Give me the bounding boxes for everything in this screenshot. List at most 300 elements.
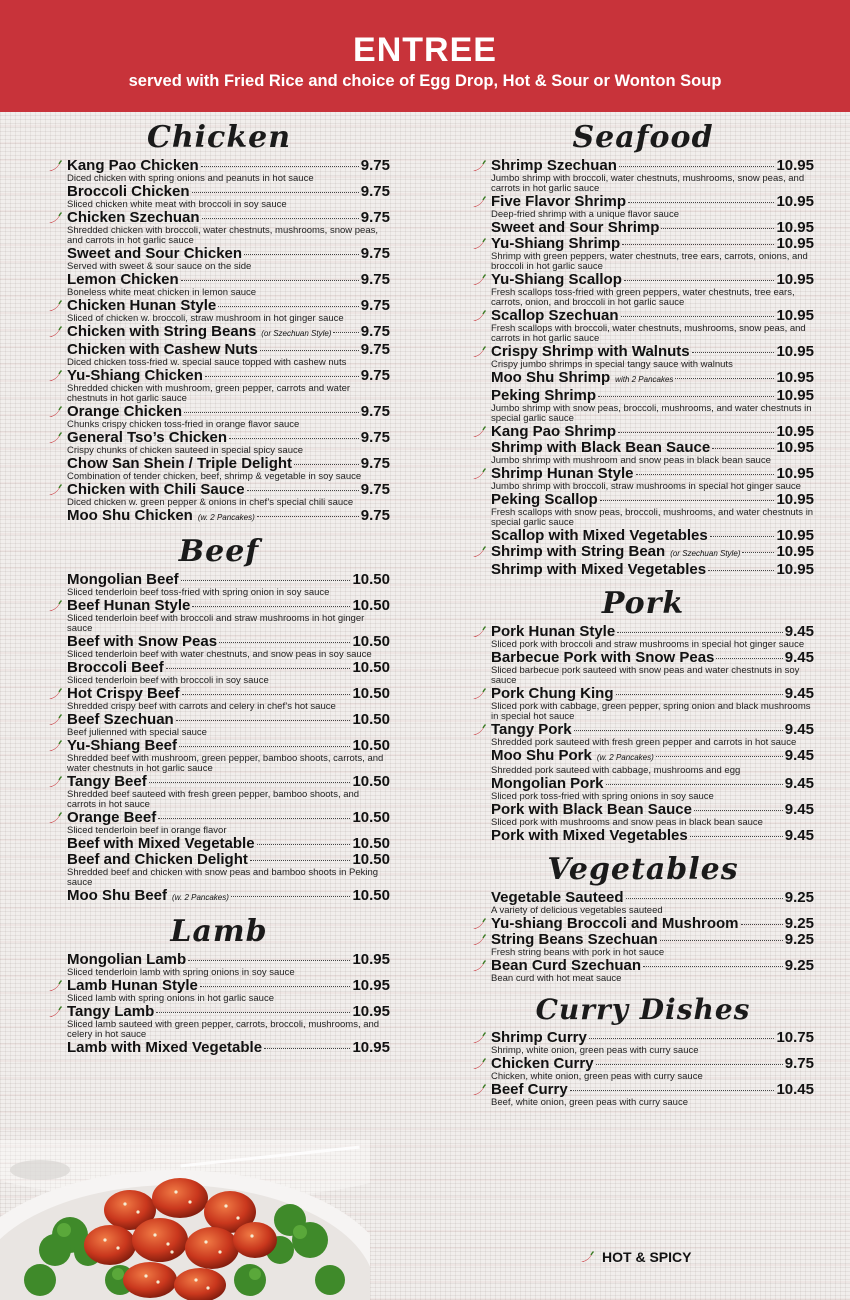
dot-leader bbox=[708, 570, 774, 571]
menu-item bbox=[472, 388, 814, 424]
menu-item-line bbox=[491, 1030, 814, 1046]
dot-leader bbox=[596, 1064, 783, 1065]
menu-item-line bbox=[67, 598, 390, 614]
menu-item-price: 9.75 bbox=[360, 209, 390, 226]
menu-item-name: Peking Shrimp bbox=[491, 387, 597, 404]
dot-leader bbox=[600, 500, 775, 501]
menu-item-line bbox=[491, 624, 814, 640]
menu-item-line bbox=[67, 774, 390, 790]
dot-leader bbox=[200, 986, 351, 987]
menu-item-name: Shrimp Curry bbox=[491, 1029, 587, 1046]
menu-item bbox=[48, 368, 390, 404]
menu-item bbox=[48, 210, 390, 246]
hot-pepper-icon bbox=[48, 212, 62, 224]
dot-leader bbox=[624, 280, 775, 281]
menu-item bbox=[472, 1030, 814, 1056]
menu-item-line bbox=[491, 686, 814, 702]
dot-leader bbox=[229, 438, 359, 439]
menu-item-price: 10.50 bbox=[352, 685, 390, 702]
menu-item-description: Sliced barbecue pork sauteed with snow peas and water chestnuts in soy sauce bbox=[491, 665, 800, 686]
menu-item-name: Shrimp with Black Bean Sauce bbox=[491, 439, 711, 456]
menu-item bbox=[472, 686, 814, 722]
menu-item bbox=[48, 836, 390, 852]
left-column bbox=[48, 118, 390, 1056]
menu-item-note: (w. 2 Pancakes) bbox=[596, 753, 654, 762]
menu-item bbox=[472, 544, 814, 562]
menu-item-name: String Beans Szechuan bbox=[491, 931, 658, 948]
menu-item bbox=[472, 828, 814, 844]
menu-item-line bbox=[491, 890, 814, 906]
menu-item-price: 9.45 bbox=[784, 721, 814, 738]
menu-item-name: Mongolian Beef bbox=[67, 571, 179, 588]
menu-item bbox=[472, 344, 814, 370]
menu-item-price: 9.45 bbox=[784, 649, 814, 666]
menu-item-name: Moo Shu Chicken bbox=[67, 507, 193, 524]
menu-item-name: Mongolian Lamb bbox=[67, 951, 187, 968]
menu-item-line bbox=[67, 430, 390, 446]
hot-pepper-icon bbox=[48, 812, 62, 824]
dot-leader bbox=[250, 860, 351, 861]
menu-item-price: 10.75 bbox=[776, 1029, 814, 1046]
menu-item-description: Sliced tenderloin beef with broccoli and straw mushrooms in hot ginger sauce bbox=[67, 613, 365, 634]
menu-item-price: 10.95 bbox=[776, 157, 814, 174]
dot-leader bbox=[617, 632, 783, 633]
menu-item-name: Yu-Shiang Chicken bbox=[67, 367, 203, 384]
dot-leader bbox=[219, 642, 350, 643]
dot-leader bbox=[628, 202, 774, 203]
section-title-vegetables: Vegetables bbox=[547, 852, 739, 887]
menu-item-price: 9.25 bbox=[784, 957, 814, 974]
menu-item-name: Chicken with Chili Sauce bbox=[67, 481, 245, 498]
menu-item-name: Beef Szechuan bbox=[67, 711, 174, 728]
menu-item-description: Boneless white meat chicken in lemon sauce bbox=[67, 287, 257, 298]
menu-item-line bbox=[491, 388, 814, 404]
menu-item-description: Sliced tenderloin beef toss-fried with spring onion in soy sauce bbox=[67, 587, 330, 598]
menu-item-description: Deep-fried shrimp with a unique flavor sauce bbox=[491, 209, 679, 220]
section-title-seafood: Seafood bbox=[572, 120, 714, 155]
menu-item-description: Sliced chicken white meat with broccoli in soy sauce bbox=[67, 199, 287, 210]
dot-leader bbox=[158, 818, 350, 819]
dot-leader bbox=[149, 782, 351, 783]
menu-item bbox=[472, 236, 814, 272]
menu-item-name: Shrimp with Mixed Vegetables bbox=[491, 561, 707, 578]
menu-item-name: Tangy Lamb bbox=[67, 1003, 155, 1020]
section-curry bbox=[472, 990, 814, 1108]
dot-leader bbox=[616, 694, 783, 695]
menu-item-line bbox=[491, 1082, 814, 1098]
menu-item-description: Sliced tenderloin lamb with spring onions in soy sauce bbox=[67, 967, 295, 978]
menu-item-description: Fresh scallops toss-fried with green peppers, water chestnuts, tree ears, carrots, onion, and broccoli in hot garlic sauce bbox=[491, 287, 795, 308]
menu-item-description: Sliced lamb sauteed with green pepper, carrots, broccoli, mushrooms, and celery in hot sauce bbox=[67, 1019, 380, 1040]
menu-item-line bbox=[491, 440, 814, 456]
menu-item-name: Broccoli Beef bbox=[67, 659, 164, 676]
hot-pepper-icon bbox=[48, 484, 62, 496]
menu-item-price: 9.75 bbox=[360, 341, 390, 358]
menu-item-price: 10.50 bbox=[352, 633, 390, 650]
menu-item-line bbox=[491, 308, 814, 324]
dot-leader bbox=[244, 254, 359, 255]
dot-leader bbox=[182, 694, 351, 695]
menu-item bbox=[472, 466, 814, 492]
menu-item-line bbox=[67, 686, 390, 702]
section-seafood bbox=[472, 118, 814, 578]
menu-item-price: 9.75 bbox=[360, 403, 390, 420]
menu-item-description: Chicken, white onion, green peas with curry sauce bbox=[491, 1071, 703, 1082]
dot-leader bbox=[606, 784, 783, 785]
menu-item bbox=[472, 562, 814, 578]
section-title-curry: Curry Dishes bbox=[535, 993, 751, 1026]
dot-leader bbox=[598, 396, 774, 397]
menu-item-description: Jumbo shrimp with snow peas, broccoli, mushrooms, and water chestnuts in special garlic sauce bbox=[491, 403, 812, 424]
menu-item bbox=[472, 890, 814, 916]
menu-item-price: 10.95 bbox=[776, 561, 814, 578]
menu-item-name: Scallop with Mixed Vegetables bbox=[491, 527, 708, 544]
menu-item-note: (w. 2 Pancakes) bbox=[197, 513, 255, 522]
menu-item-description: Crispy chunks of chicken sauteed in special spicy sauce bbox=[67, 445, 304, 456]
section-beef bbox=[48, 532, 390, 906]
menu-item-price: 9.75 bbox=[360, 183, 390, 200]
menu-item-description: Shredded chicken with mushroom, green pepper, carrots and water chestnuts in hot garlic sauce bbox=[67, 383, 351, 404]
menu-item bbox=[48, 342, 390, 368]
menu-item-name: Beef Hunan Style bbox=[67, 597, 191, 614]
dot-leader bbox=[192, 606, 350, 607]
menu-item-price: 10.95 bbox=[776, 307, 814, 324]
menu-item bbox=[472, 1082, 814, 1108]
dot-leader bbox=[660, 940, 783, 941]
menu-item-name: Kang Pao Shrimp bbox=[491, 423, 617, 440]
menu-item-name: Moo Shu Beef bbox=[67, 887, 167, 904]
menu-item-price: 10.95 bbox=[776, 543, 814, 560]
dot-leader bbox=[626, 898, 783, 899]
menu-item-price: 9.75 bbox=[784, 1055, 814, 1072]
hot-pepper-icon bbox=[472, 960, 486, 972]
menu-item-name: Moo Shu Pork bbox=[491, 747, 592, 764]
menu-item bbox=[48, 712, 390, 738]
dot-leader bbox=[201, 166, 359, 167]
menu-item-description: Sliced tenderloin beef with water chestnuts, and snow peas in soy sauce bbox=[67, 649, 372, 660]
menu-item bbox=[472, 776, 814, 802]
hot-pepper-icon bbox=[48, 370, 62, 382]
menu-item-price: 10.50 bbox=[352, 809, 390, 826]
section-title-lamb: Lamb bbox=[170, 914, 268, 949]
menu-item bbox=[48, 508, 390, 526]
menu-item bbox=[472, 424, 814, 440]
menu-item-name: Pork with Mixed Vegetables bbox=[491, 827, 688, 844]
menu-item bbox=[48, 634, 390, 660]
menu-item-line bbox=[491, 958, 814, 974]
menu-item bbox=[48, 246, 390, 272]
menu-item-price: 9.75 bbox=[360, 323, 390, 340]
menu-item-name: Beef Curry bbox=[491, 1081, 568, 1098]
dot-leader bbox=[741, 924, 783, 925]
menu-item-price: 9.45 bbox=[784, 775, 814, 792]
menu-item-description: Bean curd with hot meat sauce bbox=[491, 973, 622, 984]
menu-item-line bbox=[67, 852, 390, 868]
menu-item-description: Crispy jumbo shrimps in special tangy sauce with walnuts bbox=[491, 359, 733, 370]
menu-item-line bbox=[67, 482, 390, 498]
menu-item-description: Sliced pork with mushrooms and snow peas in black bean sauce bbox=[491, 817, 763, 828]
menu-item-description: Diced chicken w. green pepper & onions in chef’s special chili sauce bbox=[67, 497, 354, 508]
page-subtitle: served with Fried Rice and choice of Egg Drop, Hot & Sour or Wonton Soup bbox=[128, 72, 722, 90]
section-title-pork: Pork bbox=[601, 586, 685, 621]
menu-item-line bbox=[491, 272, 814, 288]
menu-item-line bbox=[67, 952, 390, 968]
menu-item-description: Shredded pork sauteed with fresh green pepper and carrots in hot sauce bbox=[491, 737, 797, 748]
menu-item-price: 10.50 bbox=[352, 773, 390, 790]
menu-item-price: 10.95 bbox=[776, 235, 814, 252]
hot-pepper-icon bbox=[472, 918, 486, 930]
menu-item-description: Fresh scallops with broccoli, water chestnuts, mushrooms, snow peas, and carrots in hot garlic sauce bbox=[491, 323, 806, 344]
menu-item-price: 10.95 bbox=[352, 977, 390, 994]
menu-item-line bbox=[491, 916, 814, 932]
menu-item-price: 10.95 bbox=[776, 369, 814, 386]
menu-item-price: 10.50 bbox=[352, 597, 390, 614]
menu-item-note: (w. 2 Pancakes) bbox=[172, 893, 229, 902]
menu-item-price: 10.50 bbox=[352, 571, 390, 588]
hot-pepper-icon bbox=[472, 626, 486, 638]
menu-item-price: 10.95 bbox=[776, 465, 814, 482]
menu-item-line bbox=[67, 272, 390, 288]
menu-item-price: 9.75 bbox=[360, 245, 390, 262]
hot-pepper-icon bbox=[48, 160, 62, 172]
menu-item-name: Yu-Shiang Beef bbox=[67, 737, 178, 754]
menu-item bbox=[48, 1040, 390, 1056]
hot-pepper-icon bbox=[48, 740, 62, 752]
menu-item-line bbox=[67, 810, 390, 826]
menu-item-description: Served with sweet & sour sauce on the side bbox=[67, 261, 252, 272]
menu-item-description: A variety of delicious vegetables sauteed bbox=[491, 905, 663, 916]
menu-item-name: Chicken with Cashew Nuts bbox=[67, 341, 258, 358]
menu-item-price: 10.95 bbox=[776, 271, 814, 288]
menu-item-description: Sliced of chicken w. broccoli, straw mushroom in hot ginger sauce bbox=[67, 313, 344, 324]
menu-item-description: Fresh scallops with snow peas, broccoli, mushrooms, and water chestnuts in special garlic sauce bbox=[491, 507, 814, 528]
menu-item-price: 9.75 bbox=[360, 429, 390, 446]
menu-item-price: 10.50 bbox=[352, 835, 390, 852]
menu-item-line bbox=[67, 158, 390, 174]
menu-item bbox=[48, 456, 390, 482]
menu-item-line bbox=[491, 650, 814, 666]
menu-item bbox=[48, 888, 390, 906]
menu-item-note: (or Szechuan Style) bbox=[261, 329, 332, 338]
menu-item-price: 9.75 bbox=[360, 271, 390, 288]
menu-item bbox=[472, 220, 814, 236]
menu-item-note: (or Szechuan Style) bbox=[670, 549, 741, 558]
dot-leader bbox=[656, 756, 783, 757]
menu-item-line bbox=[67, 712, 390, 728]
menu-item-description: Combination of tender chicken, beef, shrimp & vegetable in soy sauce bbox=[67, 471, 362, 482]
menu-item-name: Barbecue Pork with Snow Peas bbox=[491, 649, 715, 666]
hot-pepper-icon bbox=[48, 714, 62, 726]
dot-leader bbox=[622, 244, 774, 245]
dot-leader bbox=[618, 432, 774, 433]
menu-item bbox=[48, 298, 390, 324]
hot-pepper-icon bbox=[48, 300, 62, 312]
dot-leader bbox=[247, 490, 359, 491]
menu-item-line bbox=[67, 572, 390, 588]
menu-item-price: 9.75 bbox=[360, 481, 390, 498]
menu-item-name: Bean Curd Szechuan bbox=[491, 957, 642, 974]
menu-item-name: Chicken Curry bbox=[491, 1055, 594, 1072]
menu-item-description: Sliced lamb with spring onions in hot garlic sauce bbox=[67, 993, 274, 1004]
dot-leader bbox=[179, 746, 350, 747]
hot-pepper-icon bbox=[48, 326, 62, 338]
hot-pepper-icon bbox=[472, 196, 486, 208]
menu-item-price: 9.45 bbox=[784, 747, 814, 764]
menu-item-line bbox=[67, 1040, 390, 1056]
food-image-icon bbox=[0, 1140, 370, 1300]
menu-item-line bbox=[67, 324, 390, 342]
menu-item-price: 9.75 bbox=[360, 367, 390, 384]
right-column bbox=[472, 118, 814, 1108]
menu-item-line bbox=[491, 776, 814, 792]
menu-item-note: with 2 Pancakes bbox=[615, 375, 674, 384]
menu-item-line bbox=[491, 722, 814, 738]
dot-leader bbox=[574, 730, 783, 731]
menu-item-description: Shrimp with green peppers, water chestnuts, tree ears, carrots, onions, and broccoli in hot garlic sauce bbox=[491, 251, 808, 272]
hot-pepper-icon bbox=[472, 160, 486, 172]
section-vegetables bbox=[472, 850, 814, 984]
menu-item-price: 10.95 bbox=[776, 343, 814, 360]
menu-item-name: Shrimp Szechuan bbox=[491, 157, 617, 174]
menu-item-price: 10.50 bbox=[352, 659, 390, 676]
menu-item-description: Jumbo shrimp with mushroom and snow peas in black bean sauce bbox=[491, 455, 771, 466]
menu-item-name: Orange Chicken bbox=[67, 403, 183, 420]
menu-item-price: 10.50 bbox=[352, 887, 390, 904]
menu-item-line bbox=[67, 634, 390, 650]
menu-item-name: Moo Shu Shrimp bbox=[491, 369, 611, 386]
hot-spicy-legend bbox=[580, 1249, 691, 1265]
menu-item-price: 9.45 bbox=[784, 685, 814, 702]
menu-item-price: 9.45 bbox=[784, 801, 814, 818]
menu-item-price: 10.95 bbox=[352, 1003, 390, 1020]
hot-pepper-icon bbox=[472, 1084, 486, 1096]
menu-item-line bbox=[67, 210, 390, 226]
menu-item-description: Shrimp, white onion, green peas with curry sauce bbox=[491, 1045, 699, 1056]
menu-item bbox=[472, 650, 814, 686]
menu-item bbox=[48, 774, 390, 810]
dot-leader bbox=[181, 280, 359, 281]
menu-item-line bbox=[491, 528, 814, 544]
menu-item bbox=[472, 802, 814, 828]
menu-item bbox=[48, 430, 390, 456]
menu-item-price: 9.45 bbox=[784, 623, 814, 640]
menu-item-price: 9.25 bbox=[784, 931, 814, 948]
menu-item bbox=[48, 572, 390, 598]
menu-item bbox=[48, 660, 390, 686]
hot-pepper-icon bbox=[472, 346, 486, 358]
dot-leader bbox=[675, 378, 774, 379]
menu-item bbox=[472, 1056, 814, 1082]
menu-item-price: 9.25 bbox=[784, 915, 814, 932]
hot-pepper-icon bbox=[472, 1032, 486, 1044]
menu-item-name: Sweet and Sour Chicken bbox=[67, 245, 243, 262]
menu-item-line bbox=[491, 1056, 814, 1072]
hot-pepper-icon bbox=[472, 1058, 486, 1070]
menu-item-name: Pork with Black Bean Sauce bbox=[491, 801, 692, 818]
menu-item bbox=[48, 738, 390, 774]
menu-item-name: Yu-Shiang Shrimp bbox=[491, 235, 621, 252]
menu-item-name: Kang Pao Chicken bbox=[67, 157, 199, 174]
menu-item-name: General Tso’s Chicken bbox=[67, 429, 228, 446]
menu-item-price: 10.95 bbox=[776, 527, 814, 544]
menu-item-name: Beef and Chicken Delight bbox=[67, 851, 248, 868]
menu-item-name: Five Flavor Shrimp bbox=[491, 193, 627, 210]
dot-leader bbox=[202, 218, 359, 219]
menu-item bbox=[48, 598, 390, 634]
menu-item-line bbox=[67, 404, 390, 420]
menu-item-line bbox=[491, 932, 814, 948]
menu-item-name: Pork Chung King bbox=[491, 685, 614, 702]
menu-item-name: Yu-Shiang Scallop bbox=[491, 271, 622, 288]
menu-item-name: Lamb Hunan Style bbox=[67, 977, 198, 994]
menu-item-price: 10.95 bbox=[352, 1039, 390, 1056]
dot-leader bbox=[619, 166, 775, 167]
hot-pepper-icon bbox=[48, 776, 62, 788]
dot-leader bbox=[184, 412, 359, 413]
menu-item bbox=[48, 272, 390, 298]
menu-item-name: Mongolian Pork bbox=[491, 775, 604, 792]
hot-pepper-icon bbox=[472, 426, 486, 438]
menu-item-price: 9.75 bbox=[360, 157, 390, 174]
menu-item-line bbox=[67, 246, 390, 262]
dot-leader bbox=[712, 448, 774, 449]
menu-item-description: Chunks crispy chicken toss-fried in orange flavor sauce bbox=[67, 419, 300, 430]
menu-item-name: Vegetable Sauteed bbox=[491, 889, 624, 906]
menu-item-description: Sliced pork with cabbage, green pepper, spring onion and black mushrooms in special hot sauce bbox=[491, 701, 811, 722]
menu-item-line bbox=[491, 544, 814, 562]
menu-item-description: Shredded pork sauteed with cabbage, mushrooms and egg bbox=[491, 765, 741, 776]
menu-item-price: 9.75 bbox=[360, 455, 390, 472]
menu-item-description: Shredded chicken with broccoli, water chestnuts, mushrooms, snow peas, and carrots in hot garlic sauce bbox=[67, 225, 379, 246]
menu-item-line bbox=[491, 236, 814, 252]
menu-item-price: 10.50 bbox=[352, 711, 390, 728]
menu-item-price: 10.45 bbox=[776, 1081, 814, 1098]
dot-leader bbox=[742, 552, 774, 553]
menu-item-name: Scallop Szechuan bbox=[491, 307, 619, 324]
dish-photo bbox=[0, 1140, 370, 1300]
menu-item bbox=[48, 810, 390, 836]
hot-pepper-icon bbox=[472, 934, 486, 946]
menu-item bbox=[48, 852, 390, 888]
dot-leader bbox=[166, 668, 351, 669]
menu-item-description: Diced chicken with spring onions and peanuts in hot sauce bbox=[67, 173, 314, 184]
menu-item-line bbox=[67, 1004, 390, 1020]
legend-label: HOT & SPICY bbox=[602, 1249, 692, 1265]
menu-item-line bbox=[491, 220, 814, 236]
dot-leader bbox=[692, 352, 775, 353]
dot-leader bbox=[621, 316, 775, 317]
menu-item-name: Tangy Pork bbox=[491, 721, 572, 738]
dot-leader bbox=[570, 1090, 775, 1091]
dot-leader bbox=[231, 896, 351, 897]
menu-item-price: 10.95 bbox=[776, 219, 814, 236]
hot-pepper-icon bbox=[472, 310, 486, 322]
hot-pepper-icon bbox=[472, 468, 486, 480]
menu-item bbox=[48, 404, 390, 430]
menu-item-price: 9.45 bbox=[784, 827, 814, 844]
menu-item-name: Tangy Beef bbox=[67, 773, 147, 790]
dot-leader bbox=[636, 474, 775, 475]
menu-item-name: Sweet and Sour Shrimp bbox=[491, 219, 660, 236]
menu-item-line bbox=[67, 456, 390, 472]
menu-item bbox=[472, 916, 814, 932]
menu-item bbox=[472, 194, 814, 220]
menu-item-description: Sliced pork toss-fried with spring onions in soy sauce bbox=[491, 791, 714, 802]
menu-item-line bbox=[67, 888, 390, 906]
menu-item bbox=[472, 370, 814, 388]
dot-leader bbox=[260, 350, 359, 351]
hot-pepper-icon bbox=[48, 688, 62, 700]
